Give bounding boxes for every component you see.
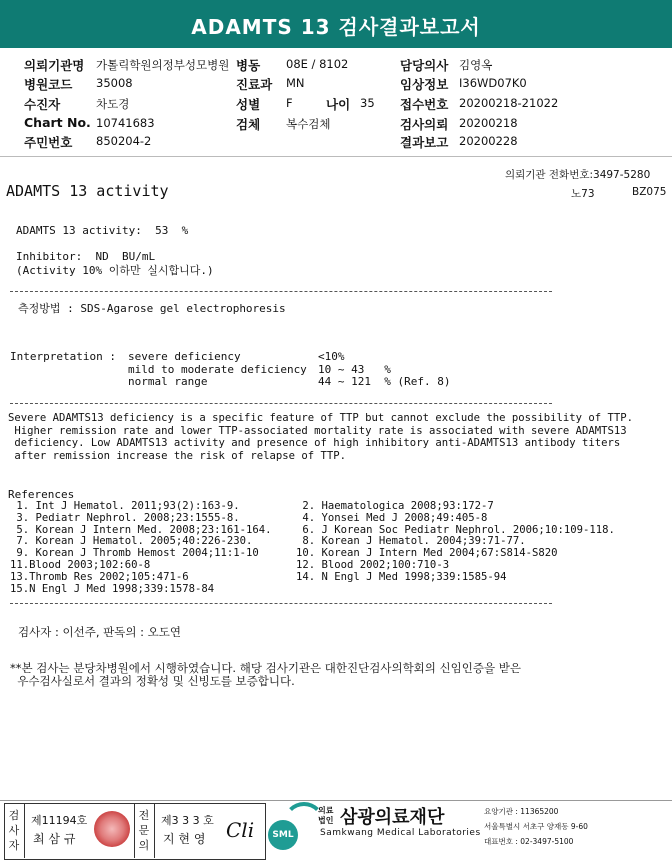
reference-item: 5. Korean J Intern Med. 2008;23:161-164. [10, 523, 272, 536]
signature-box-divider [24, 803, 25, 858]
report-date-value: 20200228 [459, 134, 518, 148]
reference-item: 10. Korean J Intern Med 2004;67:S814-S820 [296, 547, 558, 560]
reference-item: 3. Pediatr Nephrol. 2008;23:1555-8. [10, 511, 240, 524]
tester-vertical-label: 검사자 [8, 809, 20, 852]
official-seal-icon [94, 811, 130, 847]
institution-code: 요양기관 : 11365200 [484, 807, 559, 816]
divider-3 [10, 603, 552, 604]
doctor-name: 지 현 영 [163, 832, 206, 846]
interpretation-name: severe deficiency [128, 350, 241, 363]
inhibitor-result: Inhibitor: ND BU/mL [16, 250, 156, 263]
ward-label: 병동 [236, 58, 261, 73]
doctor-vertical-label: 전문의 [138, 809, 150, 852]
age-value: 35 [360, 96, 375, 110]
specimen-label: 검체 [236, 117, 261, 132]
tester-line: 검사자 : 이선주, 판독의 : 오도연 [18, 625, 181, 639]
tester-license-no: 제11194호 [31, 814, 88, 827]
specimen-value: 복수검체 [286, 117, 331, 131]
doctor-license-no: 제3 3 3 호 [161, 814, 214, 827]
reference-item: 12. Blood 2002;100:710-3 [296, 559, 450, 571]
interpretation-range: 44 ~ 121 % (Ref. 8) [318, 375, 451, 388]
phone-line: 의뢰기관 전화번호:3497-5280 [505, 169, 651, 181]
department-value: MN [286, 76, 305, 90]
reference-item: 15.N Engl J Med 1998;339:1578-84 [10, 582, 215, 595]
references-title: References [8, 488, 75, 501]
signature-box-divider [154, 803, 155, 858]
reference-item: 6. J Korean Soc Pediatr Nephrol. 2006;10:109-118. [296, 523, 615, 536]
footer-divider [0, 800, 672, 801]
chart-no-value: 10741683 [96, 116, 155, 130]
report-title-banner: ADAMTS 13 검사결과보고서 [0, 0, 672, 48]
resident-no-label: 주민번호 [24, 135, 73, 150]
doctor-signature: Cli [226, 818, 255, 842]
activity-result: ADAMTS 13 activity: 53 % [16, 224, 189, 237]
report-date-label: 결과보고 [400, 135, 449, 150]
sml-logo-icon: SML [268, 820, 298, 850]
code-left: 노73 [571, 188, 595, 200]
interpretation-label: Interpretation : [10, 350, 116, 363]
notice-line: **본 검사는 분당차병원에서 시행하였습니다. 해당 검사기관은 대한진단검사의학회의 신임인증을 받은 [10, 661, 521, 675]
org-phone: 대표번호 : 02-3497-5100 [484, 837, 574, 846]
hospital-name-label: 의뢰기관명 [24, 58, 85, 73]
hospital-code-label: 병원코드 [24, 77, 73, 92]
reference-item: 13.Thromb Res 2002;105:471-6 [10, 570, 189, 583]
divider-2 [10, 403, 552, 404]
interpretation-range: 10 ~ 43 % [318, 363, 391, 376]
description-line: deficiency. Low ADAMTS13 activity and presence of high inhibitory anti-ADAMTS13 antibody titers [8, 437, 621, 449]
department-label: 진료과 [236, 77, 273, 92]
interpretation-name: mild to moderate deficiency [128, 363, 307, 376]
description-line: Severe ADAMTS13 deficiency is a specific feature of TTP but cannot exclude the possibility of TTP. [8, 412, 634, 424]
reference-item: 1. Int J Hematol. 2011;93(2):163-9. [10, 500, 240, 512]
clinical-info-label: 임상정보 [400, 77, 449, 92]
receipt-no-label: 접수번호 [400, 97, 449, 112]
interpretation-range: <10% [318, 350, 345, 363]
resident-no-value: 850204-2 [96, 134, 152, 148]
org-prefix-line: 법인 [318, 816, 334, 825]
tester-name: 최 삼 규 [33, 832, 76, 846]
patient-label: 수진자 [24, 97, 61, 112]
divider-1 [10, 291, 552, 292]
doctor-label: 담당의사 [400, 58, 449, 73]
reference-item: 14. N Engl J Med 1998;339:1585-94 [296, 570, 507, 583]
notice-line: 우수검사실로서 결과의 정확성 및 신빙도를 보증합니다. [10, 674, 295, 688]
doctor-value: 김영옥 [459, 58, 493, 72]
chart-no-label: Chart No. [24, 115, 91, 130]
age-label: 나이 [326, 97, 351, 112]
reference-item: 8. Korean J Hematol. 2004;39:71-77. [296, 535, 526, 548]
reference-item: 11.Blood 2003;102:60-8 [10, 559, 151, 571]
description-block [8, 412, 633, 462]
code-right: BZ075 [632, 186, 667, 198]
request-date-value: 20200218 [459, 116, 518, 130]
request-date-label: 검사의뢰 [400, 117, 449, 132]
reference-item: 2. Haematologica 2008;93:172-7 [296, 500, 494, 512]
report-heading: ADAMTS 13 activity [6, 182, 169, 200]
notice-block [10, 662, 521, 688]
method-line: 측정방법 : SDS-Agarose gel electrophoresis [18, 302, 286, 315]
ward-value: 08E / 8102 [286, 57, 349, 71]
sex-label: 성별 [236, 97, 261, 112]
inhibitor-note: (Activity 10% 이하만 실시합니다.) [16, 264, 214, 277]
signature-box-divider [134, 803, 135, 858]
org-english-name: Samkwang Medical Laboratories [320, 828, 481, 838]
description-line: Higher remission rate and lower TTP-associated mortality rate is associated with severe ADAMTS13 [8, 424, 627, 437]
hospital-name-value: 가톨릭학원의정부성모병원 [96, 58, 230, 72]
patient-value: 차도경 [96, 97, 130, 111]
interpretation-name: normal range [128, 375, 208, 388]
org-prefix [318, 806, 333, 826]
org-address: 서울특별시 서초구 양재동 9-60 [484, 822, 588, 831]
org-name: 삼광의료재단 [340, 807, 445, 828]
reference-item: 4. Yonsei Med J 2008;49:405-8 [296, 511, 488, 524]
receipt-no-value: 20200218-21022 [459, 96, 559, 110]
reference-item: 9. Korean J Thromb Hemost 2004;11:1-10 [10, 547, 259, 560]
hospital-code-value: 35008 [96, 76, 133, 90]
description-line: after remission increase the risk of relapse of TTP. [8, 449, 347, 462]
clinical-info-value: I36WD07K0 [459, 76, 527, 90]
header-divider [0, 156, 672, 157]
sex-value: F [286, 96, 293, 110]
org-prefix-line: 의료 [318, 806, 334, 815]
reference-item: 7. Korean J Hematol. 2005;40:226-230. [10, 535, 253, 548]
